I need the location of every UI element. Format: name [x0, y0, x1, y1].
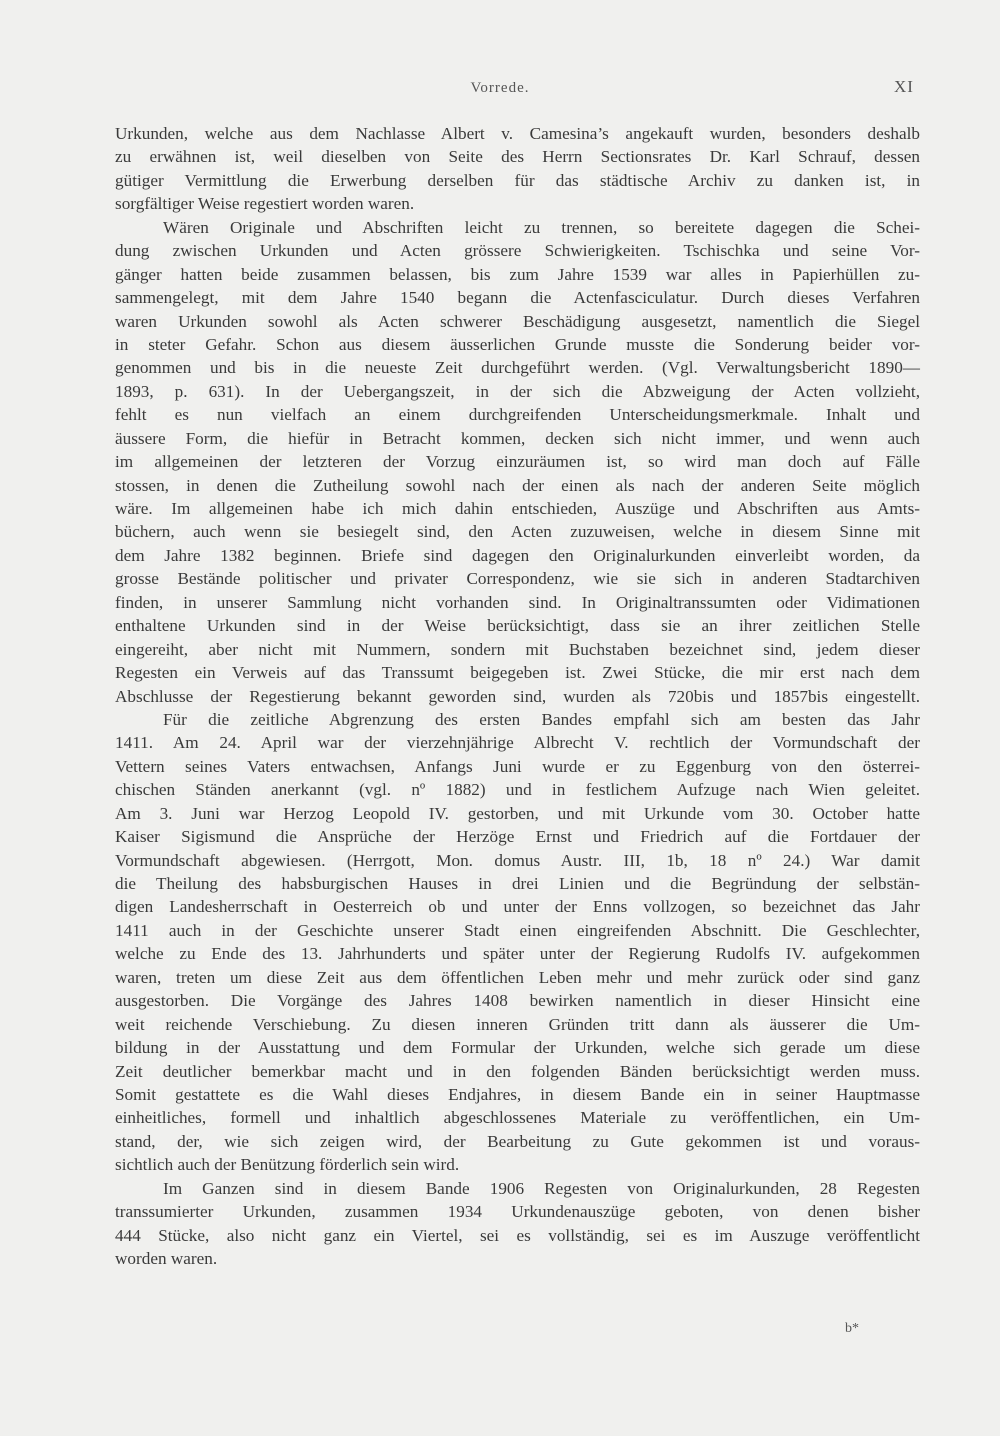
text-line: 1411. Am 24. April war der vierzehnjährige Albrecht V. rechtlich der Vormundschaft der — [115, 733, 920, 753]
paragraph-first-line: Für die zeitliche Abgrenzung des ersten Bandes empfahl sich am besten das Jahr — [163, 709, 920, 729]
body-text — [115, 122, 920, 1270]
text-line: stossen, in denen die Zutheilung sowohl nach der einen als nach der anderen Seite möglich — [115, 475, 920, 495]
text-line: 1893, p. 631). In der Uebergangszeit, in der sich die Abzweigung der Acten vollzieht, — [115, 381, 920, 401]
text-line: worden waren. — [115, 1249, 218, 1268]
text-line: genommen und bis in die neueste Zeit durchgeführt werden. (Vgl. Verwaltungsbericht 1890— — [115, 358, 920, 378]
text-line: dem Jahre 1382 beginnen. Briefe sind dagegen den Originalurkunden einverleibt worden, da — [115, 545, 920, 565]
text-line: finden, in unserer Sammlung nicht vorhanden sind. In Originaltranssumten oder Vidimationen — [115, 592, 920, 612]
text-line: zu erwähnen ist, weil dieselben von Seite des Herrn Sectionsrates Dr. Karl Schrauf, dessen — [115, 147, 920, 167]
text-line: einheitliches, formell und inhaltlich abgeschlossenes Materiale zu veröffentlichen, ein Um- — [115, 1108, 920, 1128]
text-line: weit reichende Verschiebung. Zu diesen inneren Gründen tritt dann als äusserer die Um- — [115, 1014, 920, 1034]
text-line: gütiger Vermittlung die Erwerbung derselben für das städtische Archiv zu danken ist, in — [115, 170, 920, 190]
text-line: gänger hatten beide zusammen belassen, bis zum Jahre 1539 war alles in Papierhüllen zu- — [115, 264, 920, 284]
text-line: ausgestorben. Die Vorgänge des Jahres 1408 bewirken namentlich in dieser Hinsicht eine — [115, 991, 920, 1011]
text-line: Abschlusse der Regestierung bekannt geworden sind, wurden als 720bis und 1857bis eingestellt. — [115, 686, 920, 706]
text-line: chischen Ständen anerkannt (vgl. nº 1882) und in festlichem Aufzuge nach Wien geleitet. — [115, 780, 920, 800]
text-line: äussere Form, die hiefür in Betracht kommen, decken sich nicht immer, und wenn auch — [115, 428, 920, 448]
text-line: fehlt es nun vielfach an einem durchgreifenden Unterscheidungsmerkmale. Inhalt und — [115, 405, 920, 425]
text-line: dung zwischen Urkunden und Acten grössere Schwierigkeiten. Tschischka und seine Vor- — [115, 241, 920, 261]
text-line: transsumierter Urkunden, zusammen 1934 Urkundenauszüge geboten, von denen bisher — [115, 1202, 920, 1222]
text-line: sammengelegt, mit dem Jahre 1540 begann die Actenfasciculatur. Durch dieses Verfahren — [115, 288, 920, 308]
text-line: wäre. Im allgemeinen habe ich mich dahin entschieden, Auszüge und Abschriften aus Amts- — [115, 499, 920, 518]
text-line: im allgemeinen der letzteren der Vorzug einzuräumen ist, so wird man doch auf Fälle — [115, 452, 920, 472]
text-line: digen Landesherrschaft in Oesterreich ob und unter der Enns vollzogen, so bezeichnet das Jahr — [115, 897, 920, 917]
text-line: Vettern seines Vaters entwachsen, Anfangs Juni wurde er zu Eggenburg von den österrei- — [115, 756, 920, 776]
signature-mark: b* — [845, 1321, 859, 1336]
text-line: Kaiser Sigismund die Ansprüche der Herzöge Ernst und Friedrich auf die Fortdauer der — [115, 827, 920, 847]
running-title: Vorrede. — [470, 80, 530, 96]
text-line: eingereiht, aber nicht mit Nummern, sondern mit Buchstaben bezeichnet sind, jedem dieser — [115, 639, 920, 659]
paragraph-first-line: Im Ganzen sind in diesem Bande 1906 Regesten von Originalurkunden, 28 Regesten — [163, 1178, 920, 1198]
text-line: Vormundschaft abgewiesen. (Herrgott, Mon. domus Austr. III, 1b, 18 nº 24.) War damit — [115, 850, 920, 870]
text-line: bildung in der Ausstattung und dem Formular der Urkunden, welche sich gerade um diese — [115, 1038, 920, 1058]
text-line: grosse Bestände politischer und privater Correspondenz, wie sie sich in anderen Stadtarchiven — [115, 569, 920, 589]
paragraph-first-line: Wären Originale und Abschriften leicht zu trennen, so bereitete dagegen die Schei- — [163, 217, 920, 237]
text-line: Somit gestattete es die Wahl dieses Endjahres, in diesem Bande ein in seiner Hauptmasse — [115, 1084, 920, 1104]
text-line: enthaltene Urkunden sind in der Weise berücksichtigt, dass sie an ihrer zeitlichen Stelle — [115, 616, 920, 636]
text-line: büchern, auch wenn sie besiegelt sind, den Acten zuzuweisen, welche in diesem Sinne mit — [115, 522, 920, 542]
text-line: Urkunden, welche aus dem Nachlasse Albert v. Camesina’s angekauft wurden, besonders deshalb — [115, 124, 920, 143]
text-line: Regesten ein Verweis auf das Transsumt beigegeben ist. Zwei Stücke, die mir erst nach dem — [115, 663, 920, 683]
text-line: waren Urkunden sowohl als Acten schwerer Beschädigung ausgesetzt, namentlich die Siegel — [115, 311, 920, 331]
text-line: waren, treten um diese Zeit aus dem öffentlichen Leben mehr und mehr zurück oder sind ganz — [115, 967, 920, 987]
text-line: stand, der, wie sich zeigen wird, der Bearbeitung zu Gute gekommen ist und voraus- — [115, 1131, 920, 1151]
text-line: sichtlich auch der Benützung förderlich sein wird. — [115, 1155, 460, 1175]
text-line: sorgfältiger Weise regestiert worden waren. — [115, 194, 415, 214]
text-line: welche zu Ende des 13. Jahrhunderts und später unter der Regierung Rudolfs IV. aufgekommen — [115, 944, 920, 964]
text-line: 444 Stücke, also nicht ganz ein Viertel, sei es vollständig, sei es im Auszuge veröffentlicht — [115, 1225, 920, 1245]
text-line: Am 3. Juni war Herzog Leopold IV. gestorben, und mit Urkunde vom 30. October hatte — [115, 803, 920, 823]
text-line: in steter Gefahr. Schon aus diesem äusserlichen Grunde musste die Sonderung beider vor- — [115, 334, 920, 354]
text-line: die Theilung des habsburgischen Hauses in drei Linien und die Begründung der selbstän- — [115, 874, 920, 893]
text-line: Zeit deutlicher bemerkbar macht und in den folgenden Bänden berücksichtigt werden muss. — [115, 1061, 920, 1081]
text-line: 1411 auch in der Geschichte unserer Stadt einen eingreifenden Abschnitt. Die Geschlechter, — [115, 920, 920, 940]
page-number: XI — [894, 77, 914, 96]
